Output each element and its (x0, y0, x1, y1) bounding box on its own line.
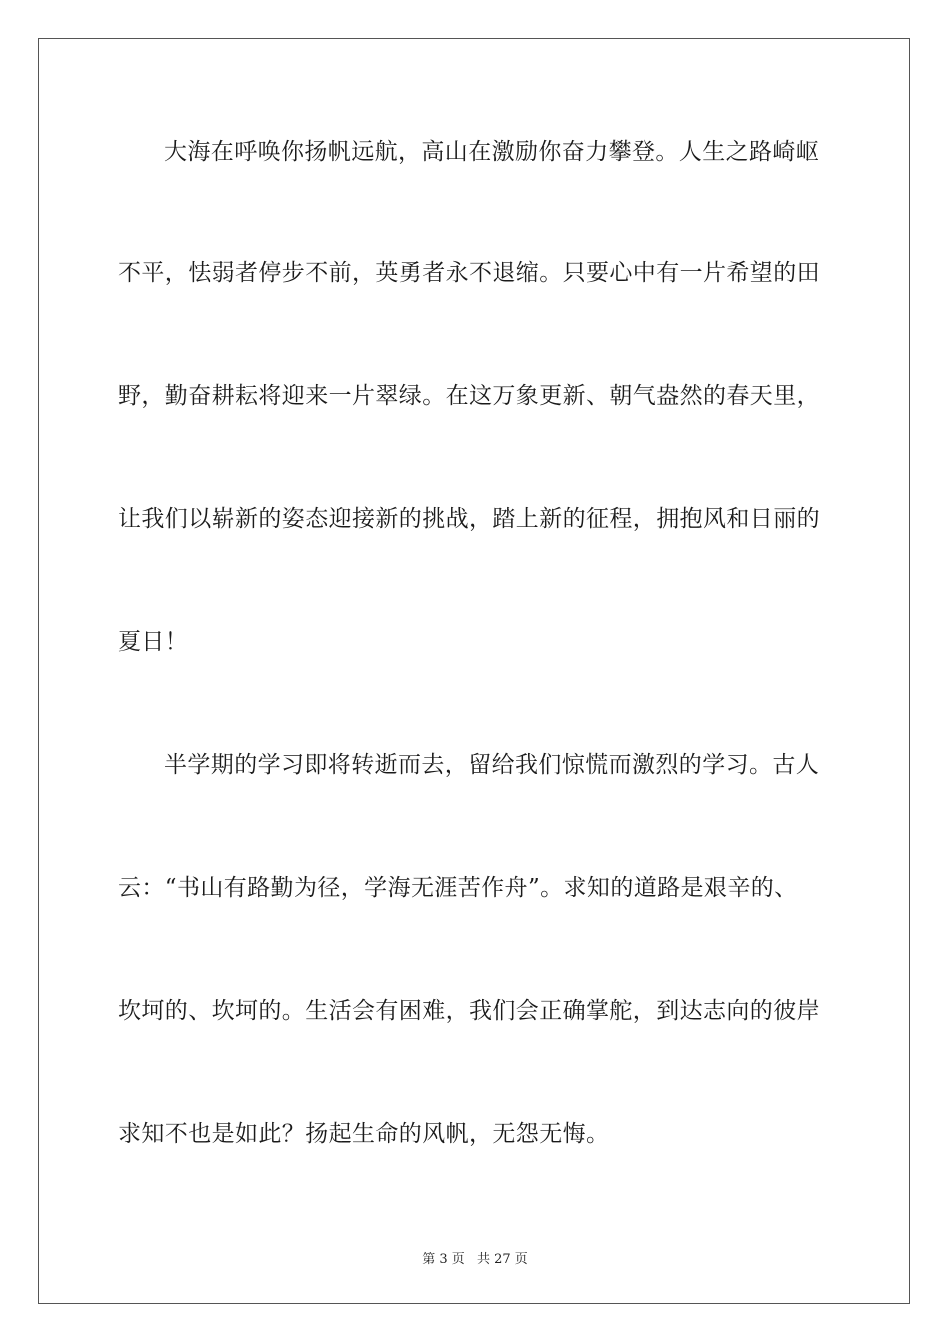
paragraph-2-line-1: 半学期的学习即将转逝而去，留给我们惊慌而激烈的学习。古人 (164, 752, 820, 778)
paragraph-2-line-3: 坎坷的、坎坷的。生活会有困难，我们会正确掌舵，到达志向的彼岸 (118, 998, 820, 1024)
paragraph-2-line-2: 云：“书山有路勤为径，学海无涯苦作舟”。求知的道路是艰辛的、 (118, 875, 798, 901)
paragraph-1-line-2: 不平，怯弱者停步不前，英勇者永不退缩。只要心中有一片希望的田 (118, 260, 820, 286)
paragraph-2-line-4: 求知不也是如此？扬起生命的风帆，无怨无悔。 (118, 1121, 610, 1147)
total-pages: 共 27 页 (476, 1252, 528, 1267)
page-number: 第 3 页 (422, 1252, 465, 1267)
page-footer (0, 1248, 950, 1267)
paragraph-1-line-5: 夏日！ (118, 629, 189, 655)
paragraph-1-line-4: 让我们以崭新的姿态迎接新的挑战，踏上新的征程，拥抱风和日丽的 (118, 506, 820, 532)
paragraph-1-line-3: 野，勤奋耕耘将迎来一片翠绿。在这万象更新、朝气盎然的春天里， (118, 383, 820, 409)
paragraph-1-line-1: 大海在呼唤你扬帆远航，高山在激励你奋力攀登。人生之路崎岖 (164, 139, 820, 165)
page-border (38, 38, 910, 1304)
